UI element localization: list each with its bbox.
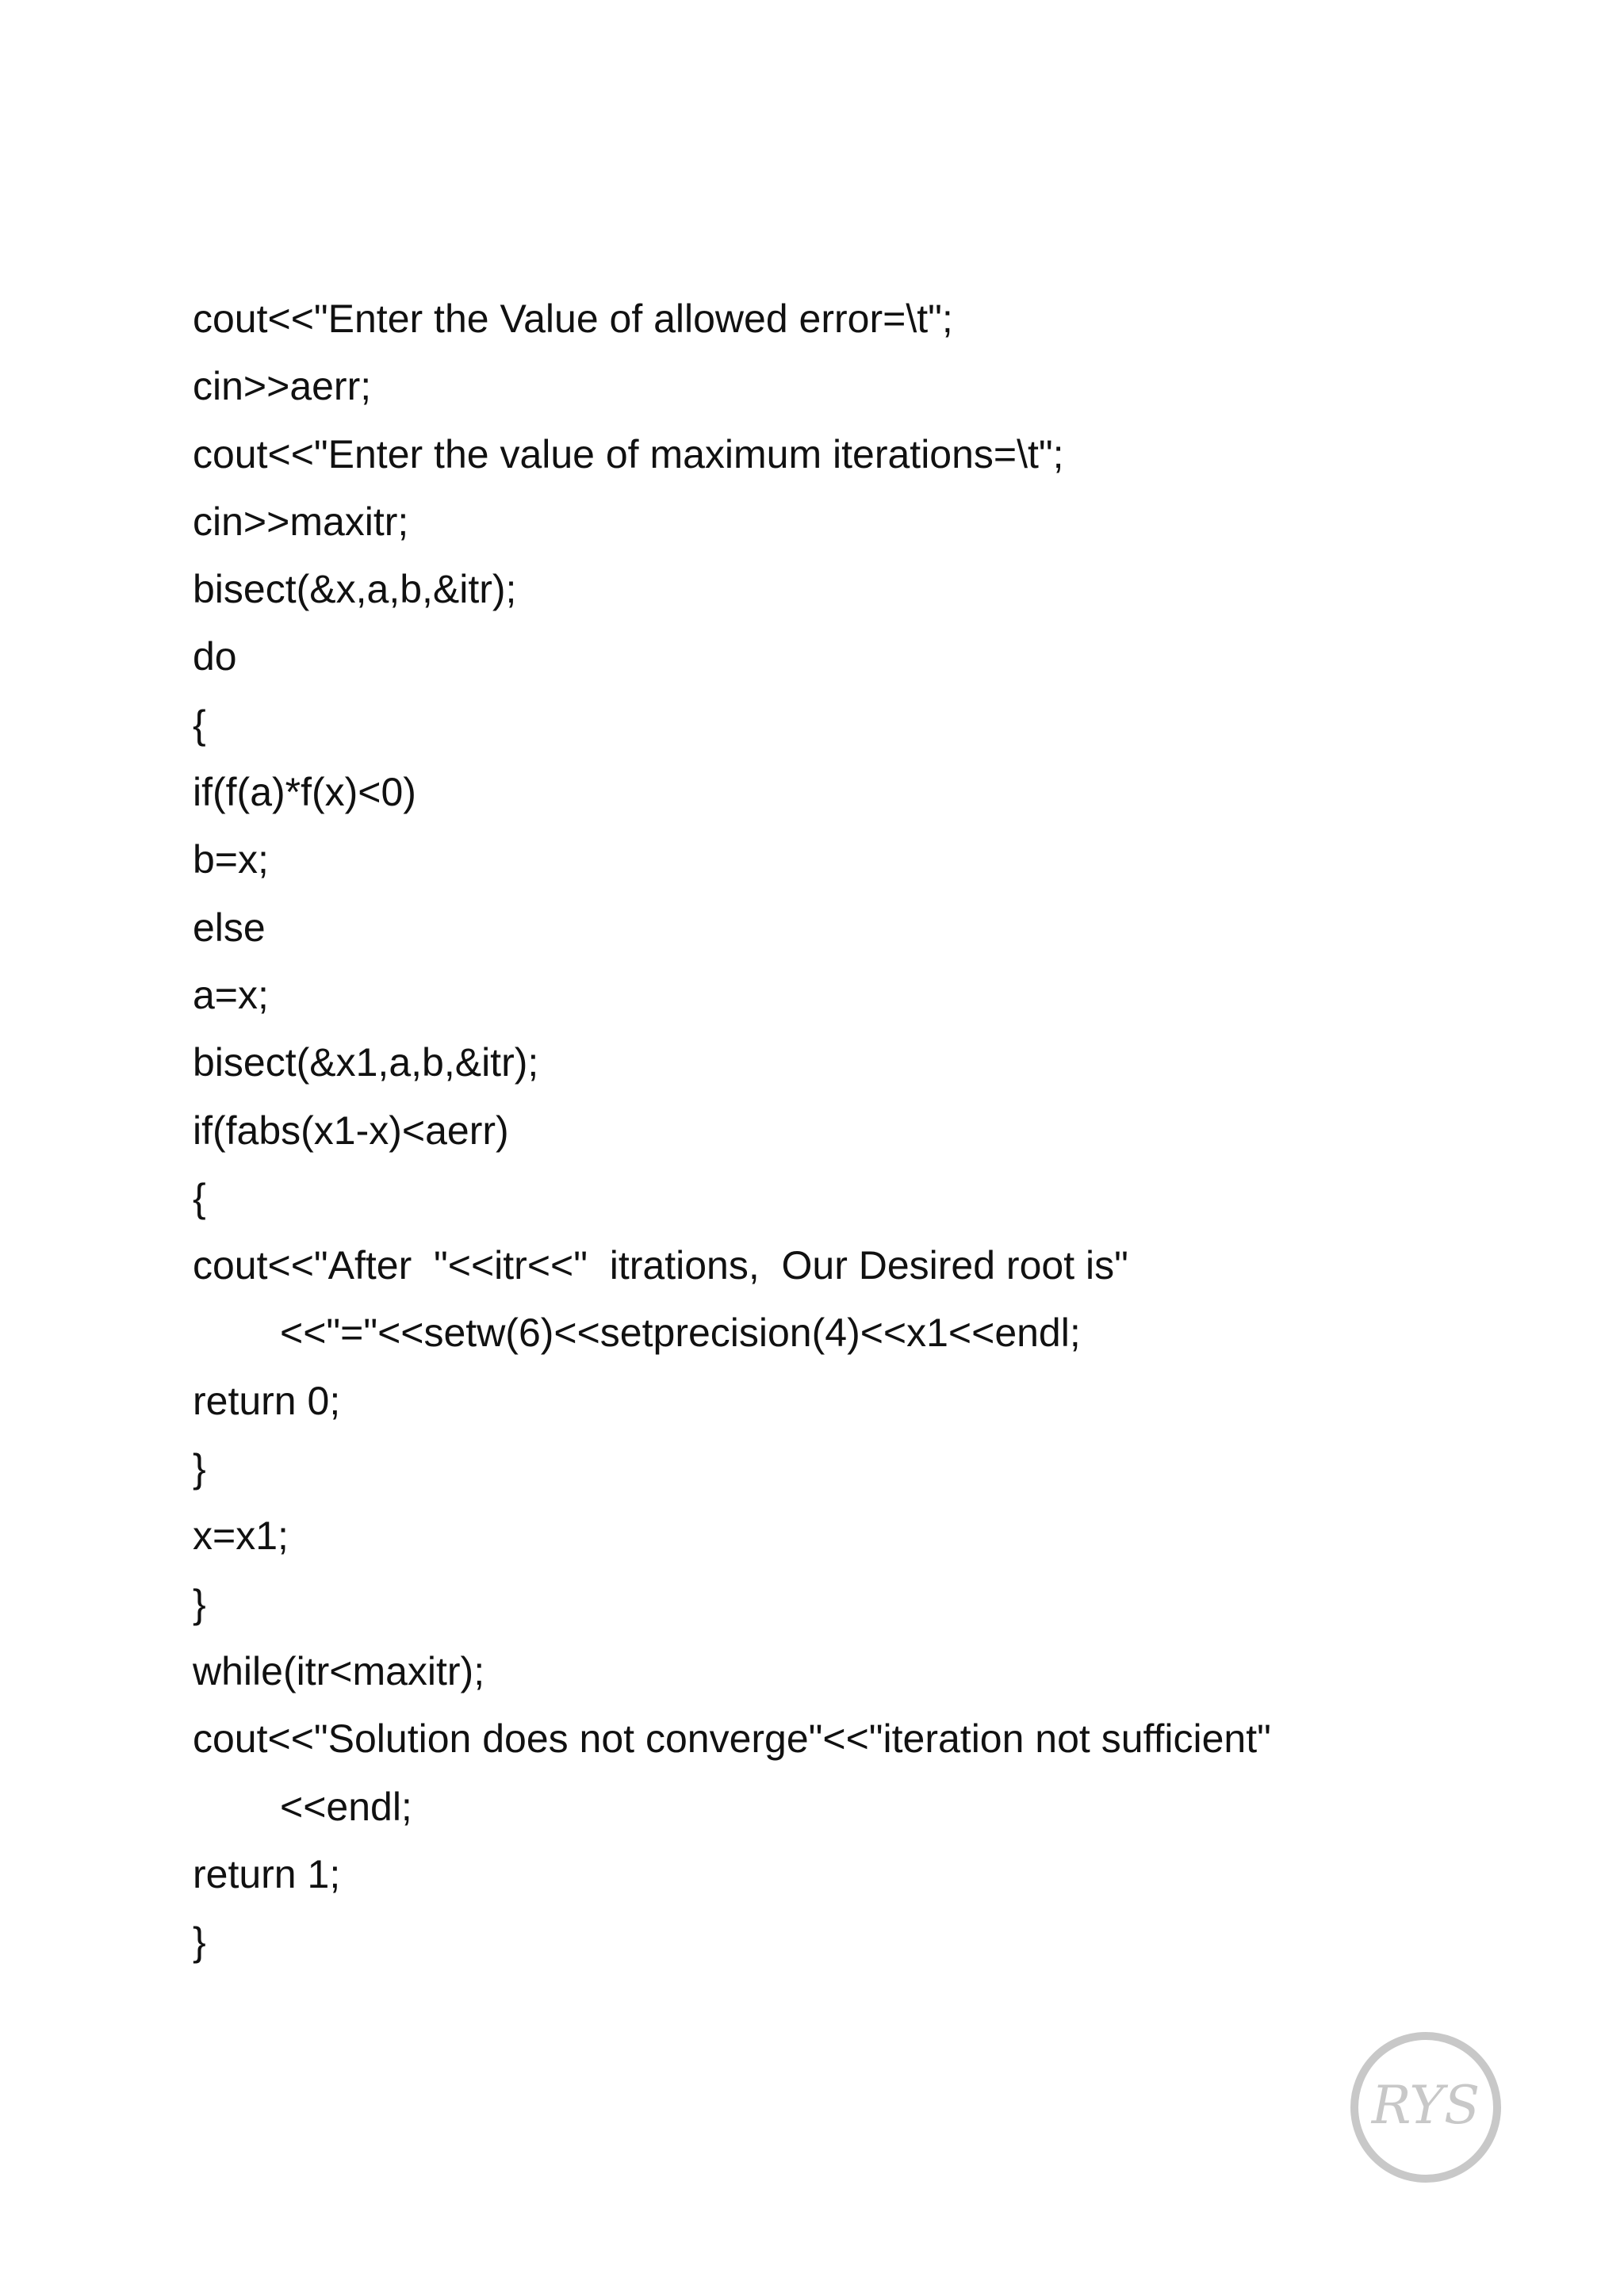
code-line: b=x; [193,837,269,882]
code-line: cout<<"Enter the Value of allowed error=\t"; [193,297,953,341]
code-line: cin>>maxitr; [193,499,409,544]
code-line: return 0; [193,1378,341,1423]
code-line: else [193,905,266,950]
seal-text: RYS [1371,2075,1480,2136]
code-line: cout<<"After "<<itr<<" itrations, Our Desired root is" [193,1243,1128,1288]
code-line: } [193,1446,206,1491]
code-line: cout<<"Enter the value of maximum iterations=\t"; [193,431,1064,476]
code-line: while(itr<maxitr); [193,1648,485,1693]
code-line: { [193,1175,206,1220]
code-listing [193,285,1541,1976]
code-line: a=x; [193,972,269,1017]
code-line: bisect(&x,a,b,&itr); [193,567,517,612]
code-line: return 1; [193,1851,341,1896]
code-line: } [193,1581,206,1626]
code-line: } [193,1919,206,1965]
code-line: cin>>aerr; [193,364,372,409]
code-line: x=x1; [193,1513,289,1559]
rys-seal-logo [1348,2030,1503,2185]
code-line: if(fabs(x1-x)<aerr) [193,1108,509,1153]
code-line: if(f(a)*f(x)<0) [193,770,416,815]
code-line: do [193,634,237,679]
code-line: { [193,702,206,747]
code-line-continuation: <<endl; [280,1784,412,1829]
code-line-continuation: <<"="<<setw(6)<<setprecision(4)<<x1<<endl; [280,1311,1081,1356]
code-line: cout<<"Solution does not converge"<<"iteration not sufficient" [193,1716,1271,1762]
code-line: bisect(&x1,a,b,&itr); [193,1040,539,1085]
